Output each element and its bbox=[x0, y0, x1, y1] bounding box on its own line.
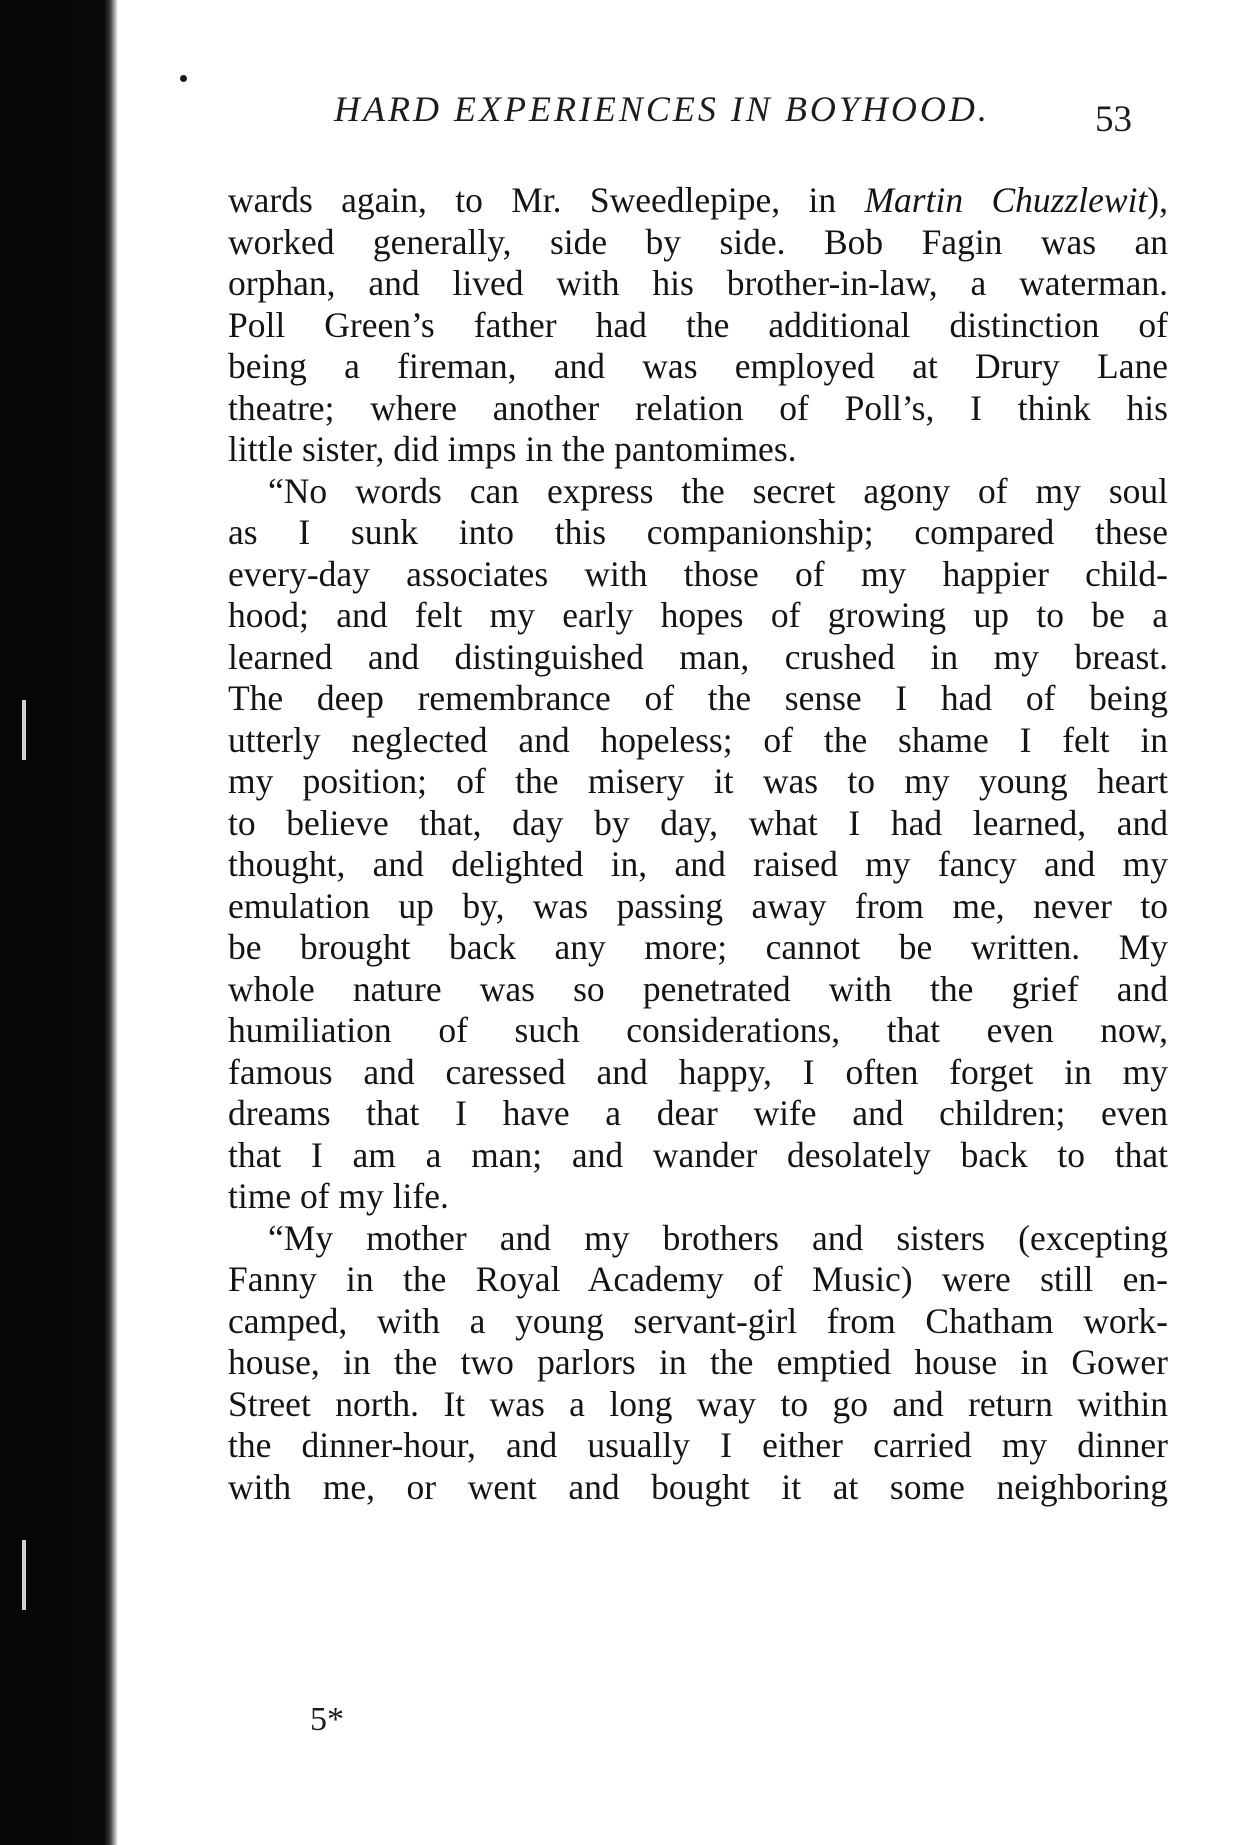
page-dot bbox=[180, 75, 187, 82]
text-line: utterly neglected and hopeless; of the shame I felt in bbox=[228, 719, 1168, 760]
text-line: hood; and felt my early hopes of growing up to be a bbox=[228, 595, 1168, 635]
text-line: Poll Green’s father had the additional distinction of bbox=[228, 304, 1168, 345]
text-line: worked generally, side by side. Bob Fagin was an bbox=[228, 221, 1168, 262]
text-line: every-day associates with those of my happier child- bbox=[228, 553, 1168, 594]
page-number: 53 bbox=[1095, 99, 1132, 140]
text-line: theatre; where another relation of Poll’s, I think his bbox=[228, 387, 1168, 428]
text-line: emulation up by, was passing away from me, never to bbox=[228, 885, 1168, 926]
text-line: the dinner-hour, and usually I either carried my dinner bbox=[228, 1425, 1168, 1465]
text-line: thought, and delighted in, and raised my fancy and my bbox=[228, 844, 1168, 884]
text-line: with me, or went and bought it at some neighboring bbox=[228, 1466, 1168, 1507]
text-line: to believe that, day by day, what I had learned, and bbox=[228, 802, 1168, 843]
gutter-mark bbox=[22, 1540, 26, 1610]
gutter-mark bbox=[22, 700, 26, 760]
text-line: as I sunk into this companionship; compared these bbox=[228, 512, 1168, 552]
signature-mark: 5* bbox=[310, 1701, 344, 1738]
text-line: Street north. It was a long way to go and return within bbox=[228, 1383, 1168, 1424]
text-line: house, in the two parlors in the emptied house in Gower bbox=[228, 1342, 1168, 1382]
text-line: whole nature was so penetrated with the grief and bbox=[228, 968, 1168, 1009]
book-title: Martin Chuzzlewit bbox=[864, 180, 1148, 220]
text-line: little sister, did imps in the pantomimes. bbox=[228, 429, 797, 469]
running-head: HARD EXPERIENCES IN BOYHOOD. bbox=[334, 89, 990, 129]
text-line: time of my life. bbox=[228, 1176, 449, 1216]
text-line: be brought back any more; cannot be written. My bbox=[228, 927, 1168, 967]
text-line: famous and caressed and happy, I often forget in my bbox=[228, 1051, 1168, 1092]
body-text bbox=[228, 180, 1168, 1508]
text-line: Fanny in the Royal Academy of Music) were still en- bbox=[228, 1259, 1168, 1299]
text-line: camped, with a young servant-girl from Chatham work- bbox=[228, 1300, 1168, 1341]
text-line: that I am a man; and wander desolately back to that bbox=[228, 1134, 1168, 1175]
text-line: orphan, and lived with his brother-in-law, a waterman. bbox=[228, 263, 1168, 303]
text-line: my position; of the misery it was to my young heart bbox=[228, 761, 1168, 801]
text-line: wards again, to Mr. Sweedlepipe, in Martin Chuzzlewit), bbox=[228, 180, 1168, 220]
text-line: humiliation of such considerations, that even now, bbox=[228, 1010, 1168, 1050]
text-line: dreams that I have a dear wife and children; even bbox=[228, 1093, 1168, 1133]
text-line: being a fireman, and was employed at Drury Lane bbox=[228, 346, 1168, 386]
text-line: The deep remembrance of the sense I had of being bbox=[228, 678, 1168, 718]
text-line: learned and distinguished man, crushed in my breast. bbox=[228, 636, 1168, 677]
paragraph-start: “My mother and my brothers and sisters (excepting bbox=[268, 1217, 1168, 1258]
binding-gutter bbox=[0, 0, 118, 1845]
paragraph-start: “No words can express the secret agony of my soul bbox=[268, 470, 1168, 511]
